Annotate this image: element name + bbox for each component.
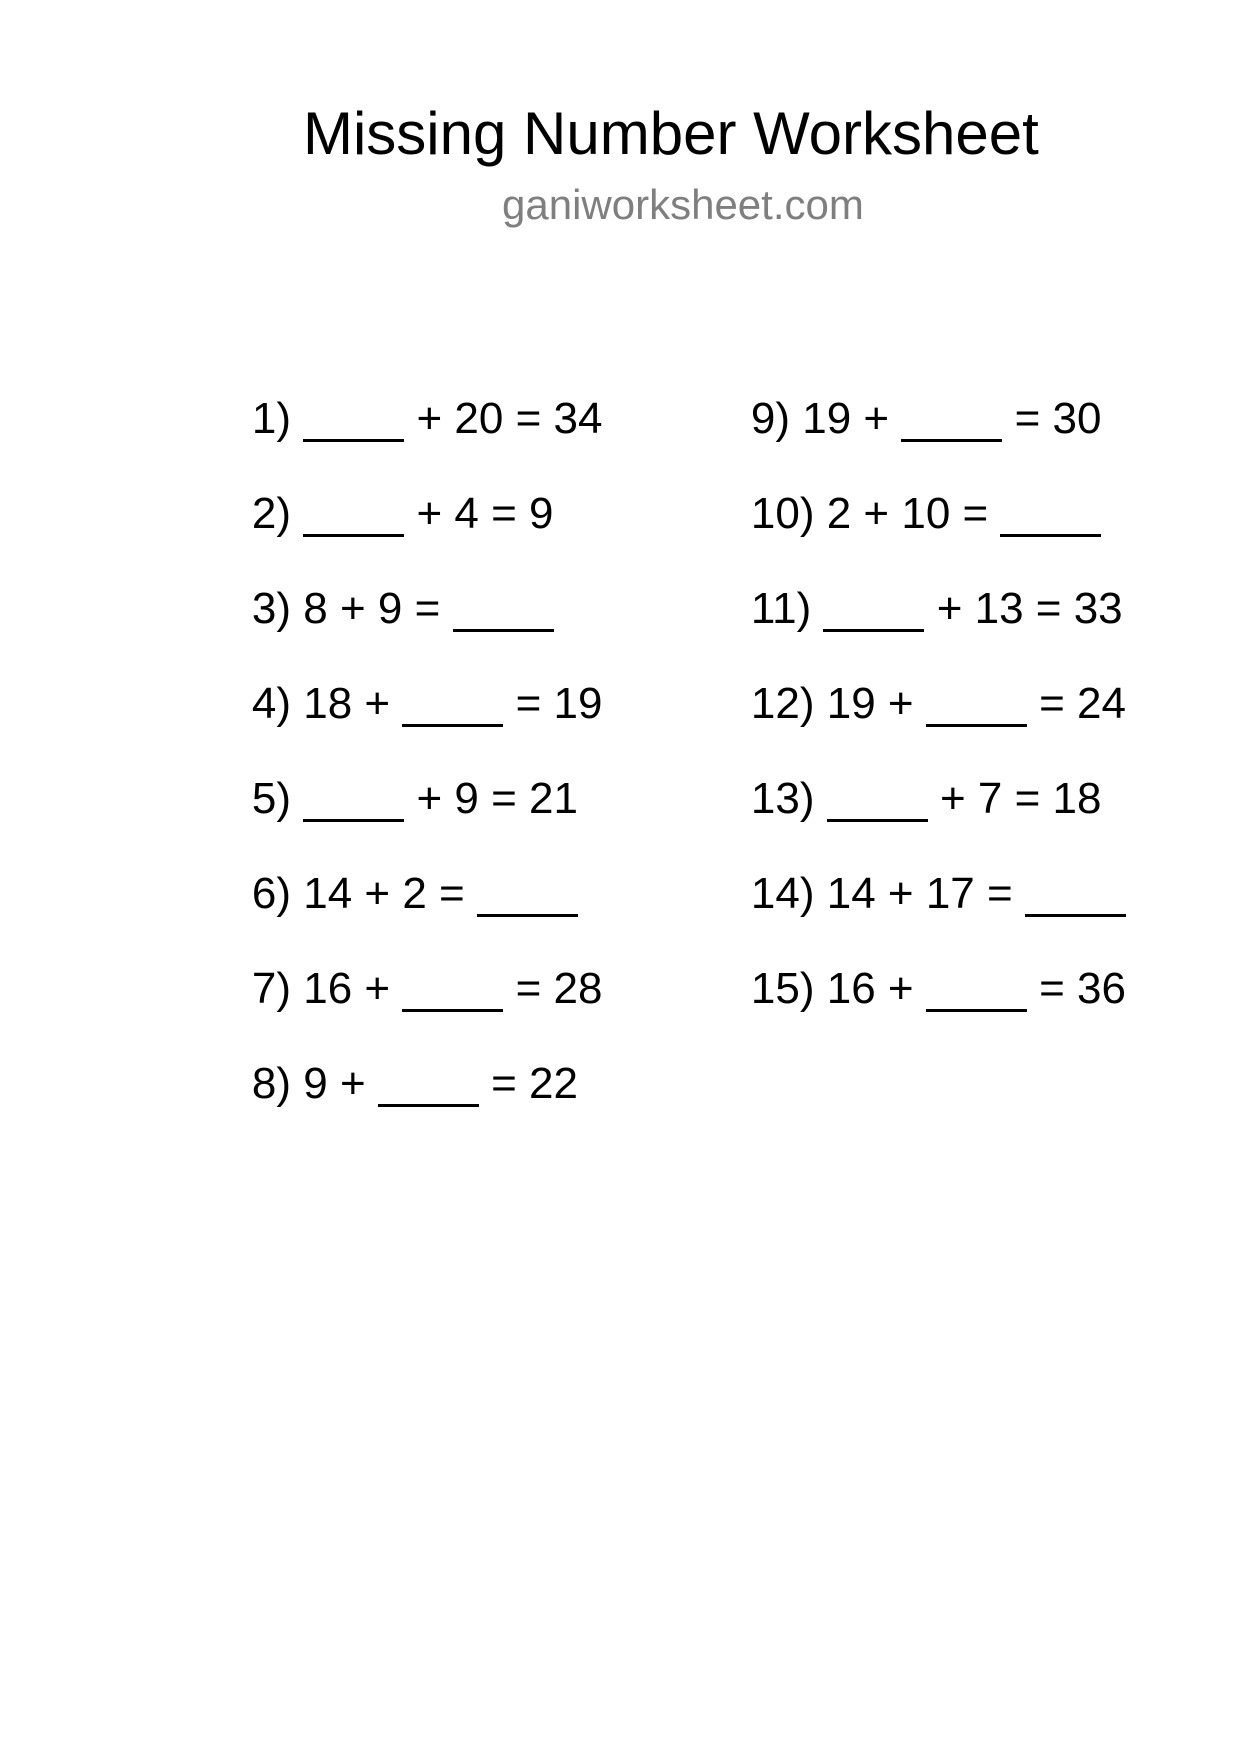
problem-left: 19 + (826, 679, 914, 728)
problem-right: = 19 (515, 679, 603, 728)
problem-right: + 4 = 9 (416, 489, 554, 538)
answer-blank[interactable] (926, 682, 1027, 726)
problem-right: = 22 (491, 1059, 578, 1108)
answer-blank[interactable] (303, 492, 404, 536)
problem-number: 11) (750, 584, 812, 633)
problem-right: = 24 (1039, 679, 1126, 728)
answer-blank[interactable] (1000, 492, 1101, 536)
problem-number: 15) (750, 964, 815, 1013)
problem-number: 13) (750, 774, 815, 823)
problem-left: 18 + (303, 679, 391, 728)
problem-left: 16 + (303, 964, 391, 1013)
problem-right: + 9 = 21 (416, 774, 578, 823)
problem-number: 5) (251, 774, 292, 823)
problem-left: 9 + (303, 1059, 366, 1108)
answer-blank[interactable] (453, 587, 554, 631)
problem-left: 14 + 17 = (826, 869, 1013, 918)
problem-number: 10) (750, 489, 815, 538)
answer-blank[interactable] (378, 1062, 479, 1106)
answer-blank[interactable] (823, 587, 924, 631)
problem-right: = 28 (515, 964, 603, 1013)
problem-number: 7) (251, 964, 292, 1013)
answer-blank[interactable] (477, 872, 578, 916)
problem-number: 4) (251, 679, 292, 728)
worksheet-title: Missing Number Worksheet (303, 100, 1039, 167)
problem-number: 2) (251, 489, 292, 538)
problem-left: 14 + 2 = (303, 869, 465, 918)
answer-blank[interactable] (303, 777, 404, 821)
answer-blank[interactable] (402, 967, 503, 1011)
problem-right: = 30 (1014, 394, 1102, 443)
problem-left: 16 + (826, 964, 914, 1013)
problem-8 (203, 1018, 578, 1150)
answer-blank[interactable] (402, 682, 503, 726)
answer-blank[interactable] (926, 967, 1027, 1011)
problem-right: = 36 (1039, 964, 1126, 1013)
problem-left: 19 + (802, 394, 890, 443)
answer-blank[interactable] (901, 397, 1002, 441)
problem-number: 14) (750, 869, 815, 918)
problem-right: + 7 = 18 (939, 774, 1102, 823)
problem-number: 9) (750, 394, 791, 443)
problem-right: + 13 = 33 (936, 584, 1123, 633)
problem-number: 8) (251, 1059, 292, 1108)
problem-right: + 20 = 34 (416, 394, 603, 443)
problem-number: 3) (251, 584, 292, 633)
worksheet-source: ganiworksheet.com (502, 181, 864, 228)
problem-left: 8 + 9 = (303, 584, 441, 633)
problem-number: 12) (750, 679, 815, 728)
problem-number: 6) (251, 869, 292, 918)
problem-number: 1) (251, 394, 292, 443)
answer-blank[interactable] (827, 777, 928, 821)
answer-blank[interactable] (1025, 872, 1126, 916)
problem-15 (702, 923, 1126, 1055)
problem-left: 2 + 10 = (826, 489, 989, 538)
answer-blank[interactable] (303, 397, 404, 441)
